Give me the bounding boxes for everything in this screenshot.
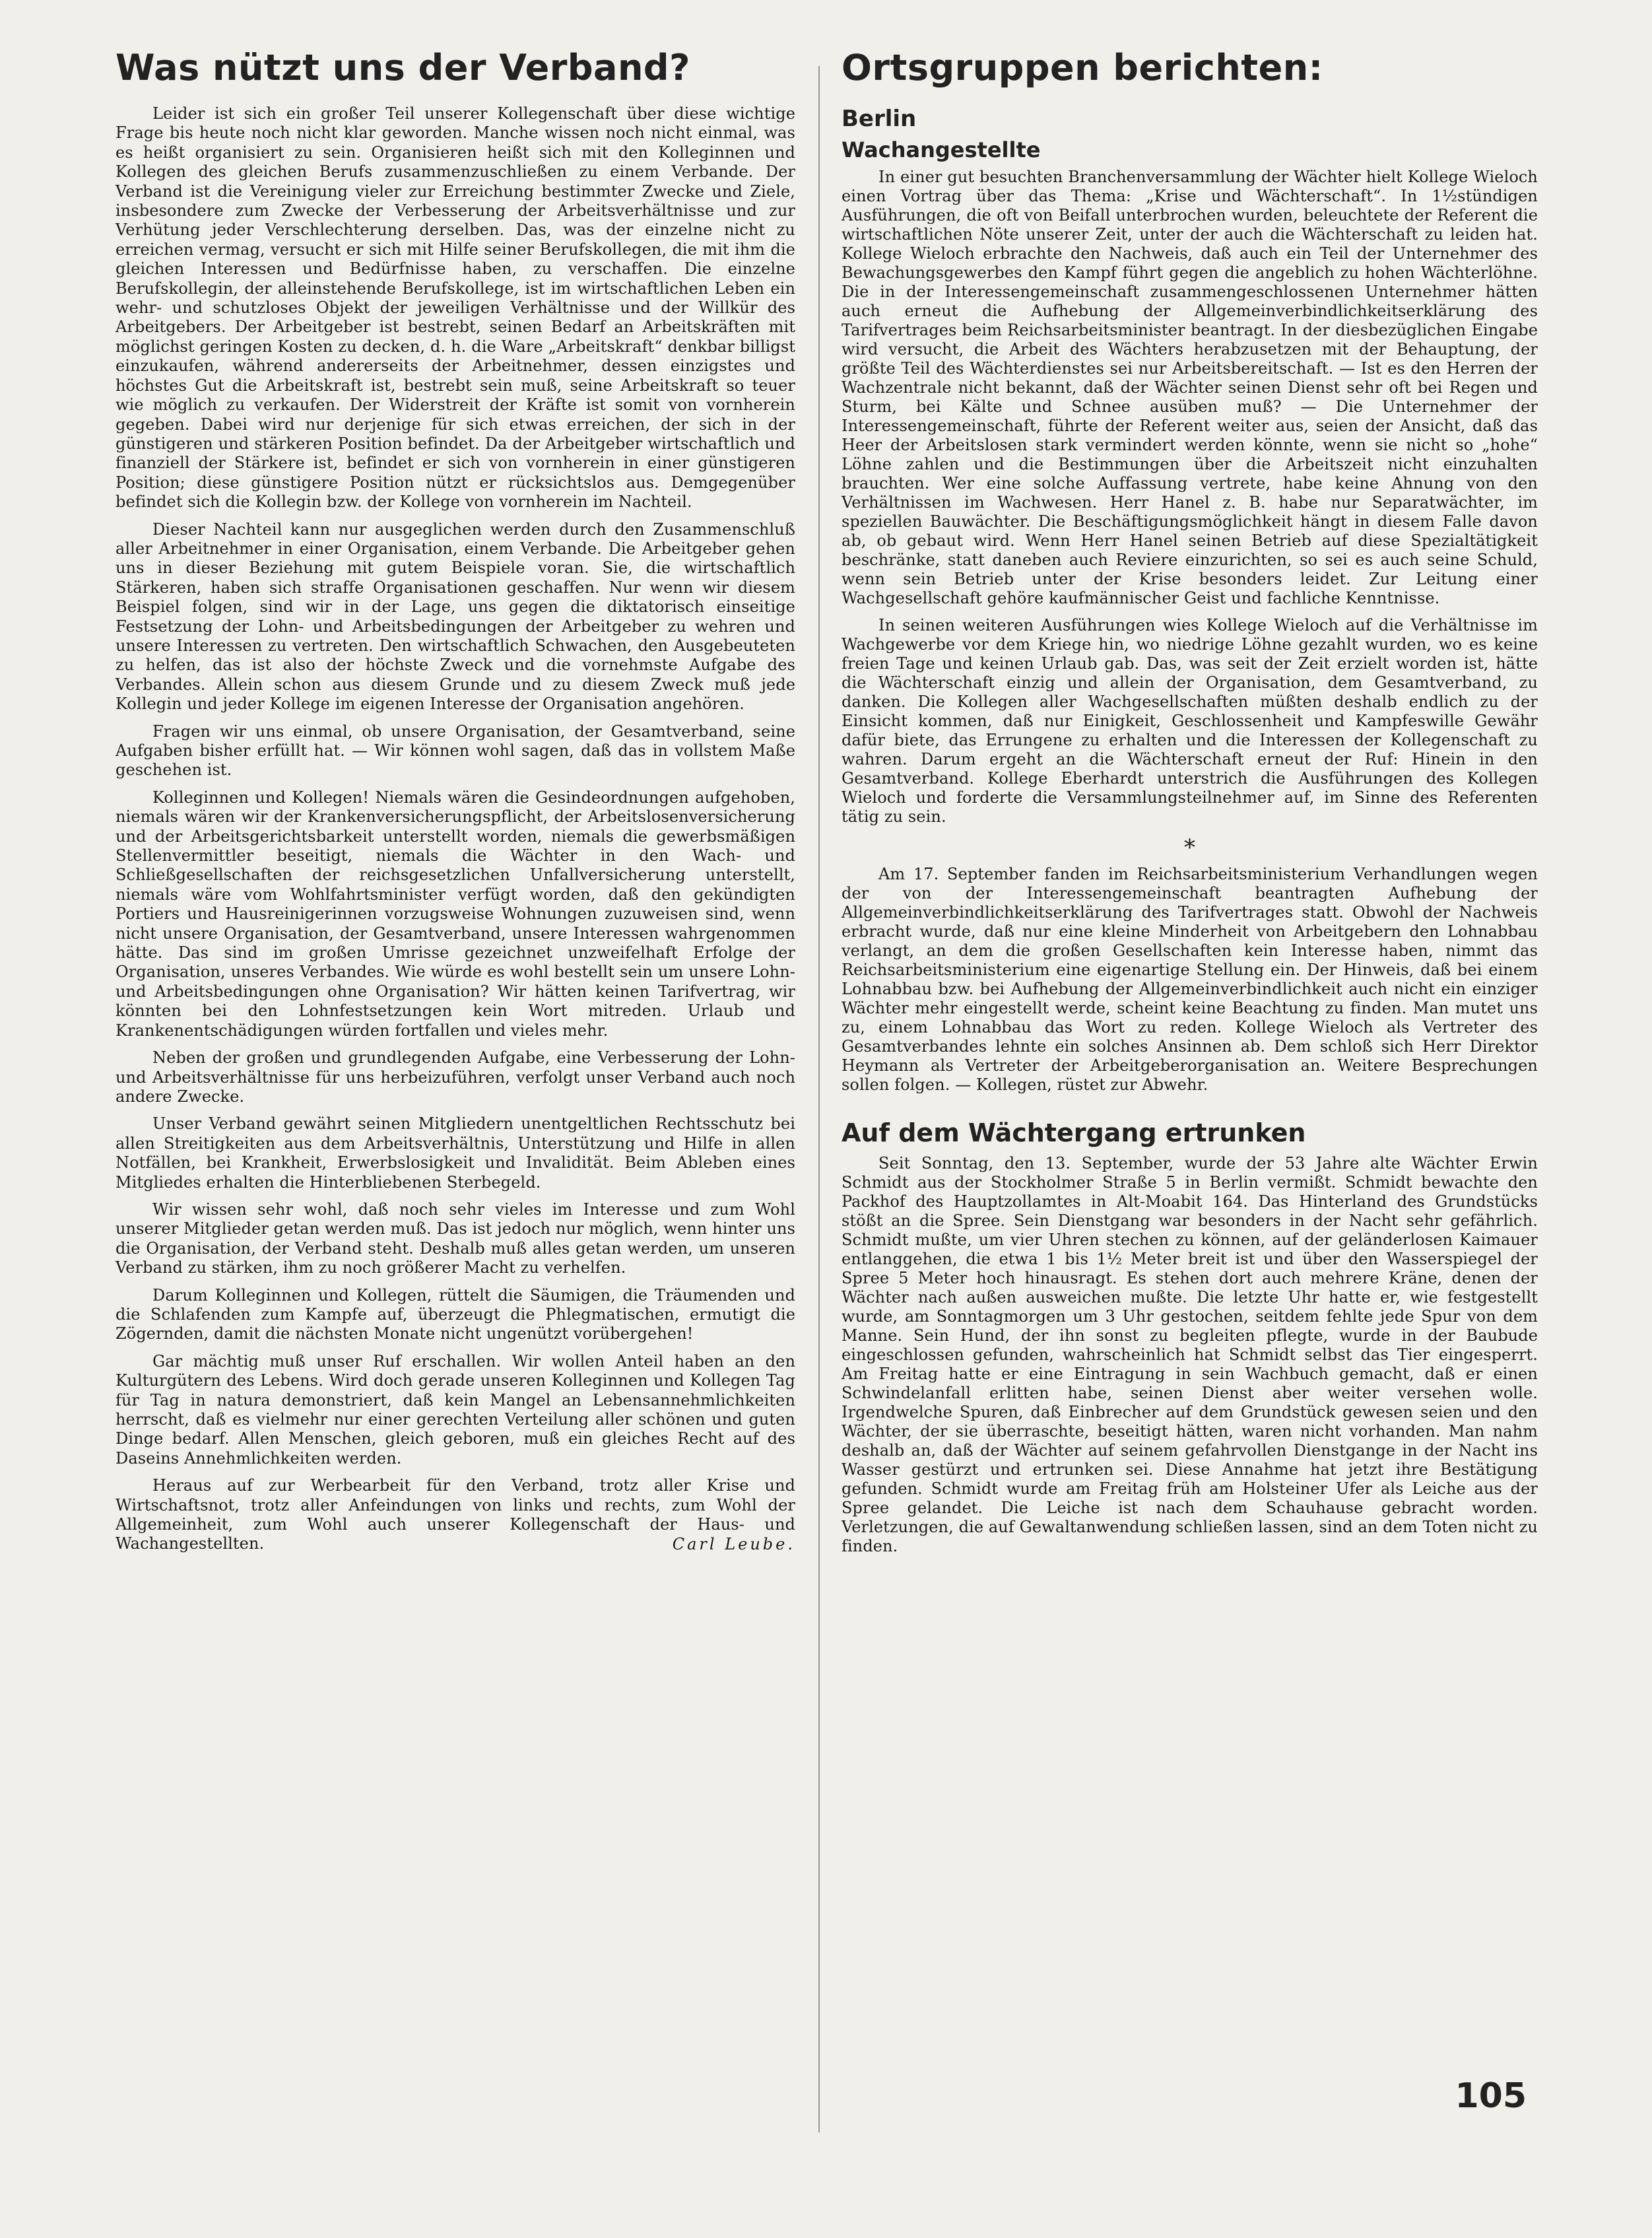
article-title-verband: Was nützt uns der Verband? bbox=[116, 47, 690, 88]
column-divider bbox=[818, 66, 820, 2132]
paragraph: Wir wissen sehr wohl, daß noch sehr vieles im Interesse und zum Wohl unserer Mitglieder getan werden muß. Das ist jedoch nur möglich, wenn hinter uns die Organisation, der Verband steht. Deshalb muß alles getan werden, um unseren Verband zu stärken, ihm zu noch größerer Macht zu verhelfen. bbox=[116, 1200, 795, 1277]
paragraph: Fragen wir uns einmal, ob unsere Organisation, der Gesamtverband, seine Aufgaben bisher erfüllt hat. — Wir können wohl sagen, daß das in vollstem Maße geschehen ist. bbox=[116, 722, 795, 780]
paragraph: Kolleginnen und Kollegen! Niemals wären die Gesindeordnungen aufgehoben, niemals wären wir der Krankenversicherungspflicht, der Arbeitslosenversicherung und der Arbeitsgerichtsbarkeit unterstellt worden, niemals die gewerbsmäßigen Stellenvermittler beseitigt, niemals die Wächter in den Wach- und Schließgesellschaften der reichsgesetzlichen Unfallversicherung unterstellt, niemals wäre vom Wohlfahrtsminister verfügt worden, daß den gekündigten Portiers und Hausreinigerinnen vorzugsweise Wohnungen zuzuweisen sind, wenn nicht unsere Organisation, der Gesamtverband, unsere Interessen wahrgenommen hätte. Das sind im großen Umrisse gezeichnet unzweifelhaft Erfolge der Organisation, unseres Verbandes. Wie würde es wohl bestellt sein um unsere Lohn- und Arbeitsbedingungen ohne Organisation? Wir hätten keinen Tarifvertrag, wir könnten bei den Lohnfestsetzungen kein Wort mitreden. Urlaub und Krankenentschädigungen würden fortfallen und vieles mehr. bbox=[116, 788, 795, 1040]
section-title-ertrunken: Auf dem Wächtergang ertrunken bbox=[842, 1118, 1306, 1147]
paragraph: Leider ist sich ein großer Teil unserer Kollegenschaft über diese wichtige Frage bis heute noch nicht klar geworden. Manche wissen noch nicht einmal, was es heißt organisiert zu sein. Organisieren heißt sich mit den Kolleginnen und Kollegen des gleichen Berufs zusammenzuschließen zu einem Verbande. Der Verband ist die Vereinigung vieler zur Erreichung bestimmter Zwecke und Ziele, insbesondere zum Zwecke der Verbesserung der Arbeitsverhältnisse und zur Verhütung jeder Verschlechterung derselben. Das, was der einzelne nicht zu erreichen vermag, versucht er sich mit Hilfe seiner Berufskollegen, die mit ihm die gleichen Interessen und Bedürfnisse haben, zu verschaffen. Die einzelne Berufskollegin, der alleinstehende Berufskollege, ist im wirtschaftlichen Leben ein wehr- und schutzloses Objekt der jeweiligen Verhältnisse und der Willkür des Arbeitgebers. Der Arbeitgeber ist bestrebt, seinen Bedarf an Arbeitskräften mit möglichst geringen Kosten zu decken, d. h. die Ware „Arbeitskraft“ denkbar billigst einzukaufen, während andererseits der Arbeitnehmer, dessen einzigstes und höchstes Gut die Arbeitskraft ist, bestrebt sein muß, seine Arbeitskraft so teuer wie möglich zu verkaufen. Der Widerstreit der Kräfte ist somit von vornherein gegeben. Dabei wird nur derjenige für sich etwas erreichen, der sich in der günstigeren und stärkeren Position befindet. Da der Arbeitgeber wirtschaftlich und finanziell der Stärkere ist, befindet er sich von vornherein in einer günstigeren Position; diese günstigere Position nützt er rücksichtslos aus. Demgegenüber befindet sich die Kollegin bzw. der Kollege von vornherein im Nachteil. bbox=[116, 104, 795, 512]
paragraph: Am 17. September fanden im Reichsarbeitsministerium Verhandlungen wegen der von der Interessengemeinschaft beantragten Aufhebung der Allgemeinverbindlichkeitserklärung des Tarifvertrages statt. Obwohl der Nachweis erbracht wurde, daß nur eine kleine Minderheit von Arbeitgebern den Lohnabbau verlangt, an dem die großen Gesellschaften kein Interesse haben, nimmt das Reichsarbeitsministerium eine eigenartige Stellung ein. Der Hinweis, daß bei einem Lohnabbau bzw. bei Aufhebung der Allgemeinverbindlichkeit auch nicht ein einziger Wächter mehr eingestellt werde, scheint keine Beachtung zu finden. Man mutet uns zu, einem Lohnabbau das Wort zu reden. Kollege Wieloch als Vertreter des Gesamtverbandes lehnte ein solches Ansinnen ab. Dem schloß sich Herr Direktor Heymann als Vertreter der Arbeitgeberorganisation an. Weitere Besprechungen sollen folgen. — Kollegen, rüstet zur Abwehr. bbox=[842, 865, 1538, 1094]
paragraph: Neben der großen und grundlegenden Aufgabe, eine Verbesserung der Lohn- und Arbeitsverhältnisse für uns herbeizuführen, verfolgt unser Verband auch noch andere Zwecke. bbox=[116, 1048, 795, 1106]
paragraph: Heraus auf zur Werbearbeit für den Verband, trotz aller Krise und Wirtschaftsnot, trotz aller Anfeindungen von links und rechts, zum Wohl der Allgemeinheit, zum Wohl auch unserer Kollegenschaft der Haus- und Wachangestellten. bbox=[116, 1476, 795, 1553]
right-column bbox=[842, 46, 1538, 1564]
section-separator: * bbox=[1184, 834, 1195, 861]
paragraph: Gar mächtig muß unser Ruf erschallen. Wir wollen Anteil haben an den Kulturgütern des Lebens. Wird doch gerade unseren Kolleginnen und Kollegen Tag für Tag in natura demonstriert, daß kein Mangel an Lebensannehmlichkeiten herrscht, daß es vielmehr nur einer gerechten Verteilung aller schönen und guten Dinge bedarf. Allen Menschen, gleich geboren, muß ein gleiches Recht auf des Daseins Annehmlichkeiten werden. bbox=[116, 1351, 795, 1468]
left-column bbox=[116, 46, 795, 1562]
paragraph: Seit Sonntag, den 13. September, wurde der 53 Jahre alte Wächter Erwin Schmidt aus der Stockholmer Straße 5 in Berlin vermißt. Schmidt bewachte den Packhof des Hauptzollamtes in Alt-Moabit 164. Das Hinterland des Grundstücks stößt an die Spree. Sein Dienstgang war besonders in der Nacht sehr gefährlich. Schmidt mußte, um vier Uhren stechen zu können, auf der geländerlosen Kaimauer entlanggehen, die etwa 1 bis 1½ Meter breit ist und über den Wasserspiegel der Spree 5 Meter hoch hinausragt. Es stehen dort auch mehrere Kräne, denen der Wächter nach außen ausweichen mußte. Die letzte Uhr hatte er, wie festgestellt wurde, am Sonntagmorgen um 3 Uhr gestochen, seitdem fehlte jede Spur von dem Manne. Sein Hund, der ihn sonst zu begleiten pflegte, wurde in der Baubude eingeschlossen gefunden, wahrscheinlich hat Schmidt selbst das Tier eingesperrt. Am Freitag hatte er eine Eintragung in sein Wachbuch gemacht, daß er einen Schwindelanfall erlitten habe, seinen Dienst aber weiter versehen wolle. Irgendwelche Spuren, daß Einbrecher auf dem Grundstück gewesen seien und den Wächter, der sie überraschte, beseitigt hätten, waren nicht vorhanden. Man nahm deshalb an, daß der Wächter auf seinem gefahrvollen Dienstgange in der Nacht ins Wasser gestürzt und ertrunken sei. Diese Annahme hat jetzt ihre Bestätigung gefunden. Schmidt wurde am Freitag früh am Holsteiner Ufer als Leiche aus der Spree gelandet. Die Leiche ist nach dem Schauhause gebracht worden. Verletzungen, die auf Gewaltanwendung schließen lassen, sind an dem Toten nicht zu finden. bbox=[842, 1154, 1538, 1555]
paragraph: Dieser Nachteil kann nur ausgeglichen werden durch den Zusammenschluß aller Arbeitnehmer in einer Organisation, einem Verbande. Die Arbeitgeber gehen uns in dieser Beziehung mit gutem Beispiele voran. Sie, die wirtschaftlich Stärkeren, haben sich straffe Organisationen geschaffen. Nur wenn wir diesem Beispiel folgen, sind wir in der Lage, uns gegen die diktatorisch einseitige Festsetzung der Lohn- und Arbeitsbedingungen der Arbeitgeber zu wehren und unsere Interessen zu vertreten. Den wirtschaftlich Schwachen, den Ausgebeuteten zu helfen, das ist also der höchste Zweck und die vornehmste Aufgabe des Verbandes. Allein schon aus diesem Grunde und zu diesem Zweck muß jede Kollegin und jeder Kollege im eigenen Interesse der Organisation angehören. bbox=[116, 520, 795, 714]
paragraph: In einer gut besuchten Branchenversammlung der Wächter hielt Kollege Wieloch einen Vortrag über das Thema: „Krise und Wächterschaft“. In 1½stündigen Ausführungen, die oft von Beifall unterbrochen wurden, beleuchtete der Referent die wirtschaftlichen Nöte unserer Zeit, unter der auch die Wächterschaft zu leiden hat. Kollege Wieloch erbrachte den Nachweis, daß auch ein Teil der Unternehmer des Bewachungsgewerbes den Kampf führt gegen die angeblich zu hohen Wächterlöhne. Die in der Interessengemeinschaft zusammengeschlossenen Unternehmer hätten auch erneut die Aufhebung der Allgemeinverbindlichkeitserklärung des Tarifvertrages beim Reichsarbeitsminister beantragt. In der diesbezüglichen Eingabe wird versucht, die Arbeit des Wächters herabzusetzen mit der Behauptung, der größte Teil des Wächterdienstes sei nur Arbeitsbereitschaft. — Ist es den Herren der Wachzentrale nicht bekannt, daß der Wächter seinen Dienst sehr oft bei Regen und Sturm, bei Kälte und Schnee ausüben muß? — Die Unternehmer der Interessengemeinschaft, führte der Referent weiter aus, seien der Ansicht, daß das Heer der Arbeitslosen stark vermindert werden könnte, wenn sie nicht so „hohe“ Löhne zahlen und die Bestimmungen über die Arbeitszeit nicht einzuhalten brauchten. Wer eine solche Auffassung vertrete, habe keine Ahnung von den Verhältnissen im Wachwesen. Herr Hanel z. B. habe nur Separatwächter, im speziellen Bauwächter. Die Beschäftigungsmöglichkeit hängt in diesem Falle davon ab, ob gebaut wird. Wenn Herr Hanel seinen Betrieb auf diese Spezialtätigkeit beschränke, statt daneben auch Reviere einzurichten, so sei es auch seine Schuld, wenn sein Betrieb unter der Krise besonders leidet. Zur Leitung einer Wachgesellschaft gehöre kaufmännischer Geist und fachliche Kenntnisse. bbox=[842, 168, 1538, 607]
article-title-ortsgruppen: Ortsgruppen berichten: bbox=[842, 47, 1323, 88]
paragraph: In seinen weiteren Ausführungen wies Kollege Wieloch auf die Verhältnisse im Wachgewerbe vor dem Kriege hin, wo niedrige Löhne gezahlt wurden, wo es keine freien Tage und keinen Urlaub gab. Das, was seit der Zeit erzielt worden ist, hätte die Wächterschaft einzig und allein der Organisation, dem Gesamtverband, zu danken. Die Kollegen aller Wachgesellschaften müßten deshalb endlich zu der Einsicht kommen, daß nur Einigkeit, Geschlossenheit und Kampfeswille Gewähr dafür biete, das Errungene zu erhalten und die Interessen der Kollegenschaft zu wahren. Darum ergeht an die Wächterschaft erneut der Ruf: Hinein in den Gesamtverband. Kollege Eberhardt unterstrich die Ausführungen des Kollegen Wieloch und forderte die Versammlungsteilnehmer auf, im Sinne des Referenten tätig zu sein. bbox=[842, 616, 1538, 826]
paragraph: Unser Verband gewährt seinen Mitgliedern unentgeltlichen Rechtsschutz bei allen Streitigkeiten aus dem Arbeitsverhältnis, Unterstützung und Hilfe in allen Notfällen, bei Krankheit, Erwerbslosigkeit und Invalidität. Beim Ableben eines Mitgliedes erhalten die Hinterbliebenen Sterbegeld. bbox=[116, 1114, 795, 1192]
author-signature: Carl Leube. bbox=[672, 1534, 795, 1553]
subheading-wachangestellte: Wachangestellte bbox=[842, 137, 1041, 162]
page-number: 105 bbox=[1455, 2076, 1527, 2116]
paragraph: Darum Kolleginnen und Kollegen, rüttelt die Säumigen, die Träumenden und die Schlafenden zum Kampfe auf, überzeugt die Phlegmatischen, ermutigt die Zögernden, damit die nächsten Monate nicht ungenützt vorübergehen! bbox=[116, 1285, 795, 1343]
city-heading: Berlin bbox=[842, 106, 917, 132]
